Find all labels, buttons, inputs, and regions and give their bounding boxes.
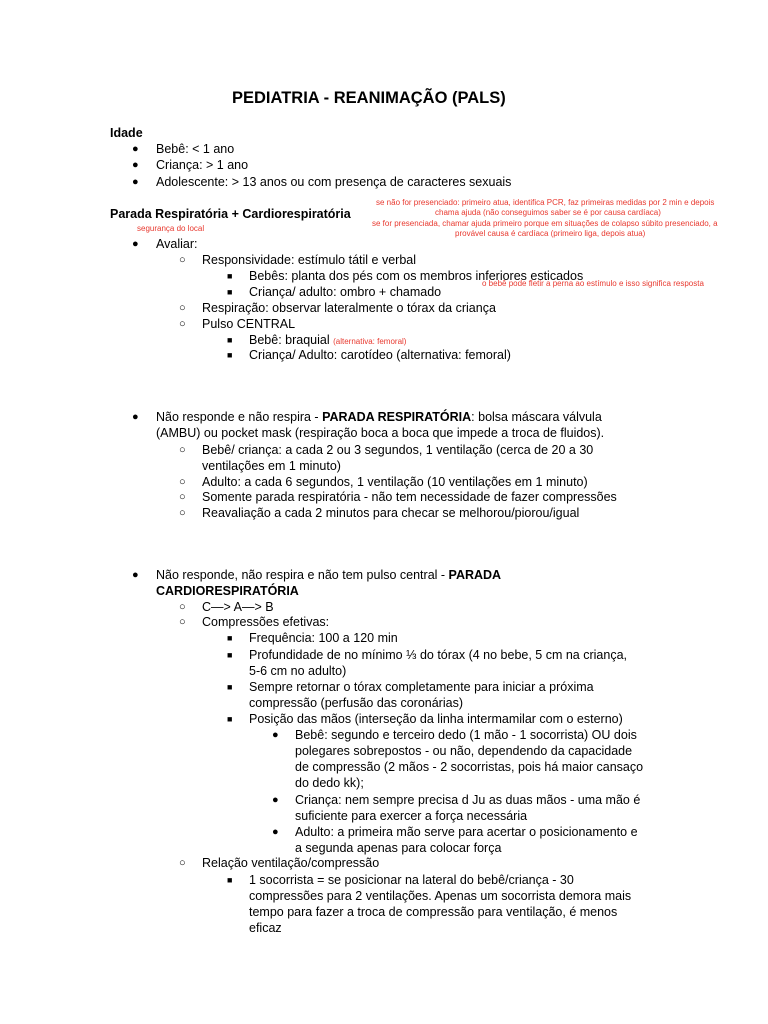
idade-item-bebe: Bebê: < 1 ano (156, 142, 235, 156)
bullet-circle: ○ (179, 507, 186, 519)
annotation-nao-presenciado-2: chama ajuda (não conseguimos saber se é por causa cardíaca) (435, 208, 661, 217)
retornar-a: Sempre retornar o tórax completamente para iniciar a próxima (249, 680, 594, 694)
idade-item-adolescente: Adolescente: > 13 anos ou com presença de caracteres sexuais (156, 175, 512, 189)
cab-text: C—> A—> B (202, 600, 274, 614)
respiratoria-label: PARADA RESPIRATÓRIA (322, 410, 472, 424)
bullet-circle: ○ (179, 857, 186, 869)
bullet-circle: ○ (179, 601, 186, 613)
adulto-a: Adulto: a primeira mão serve para acertar o posicionamento e (295, 825, 638, 839)
frequencia-text: Frequência: 100 a 120 min (249, 631, 398, 645)
idade-heading: Idade (110, 126, 143, 140)
respiratoria-line1-post: : bolsa máscara válvula (471, 410, 602, 424)
respiratoria-sub4: Reavaliação a cada 2 minutos para checar se melhorou/piorou/igual (202, 506, 580, 520)
avaliar-text: Avaliar: (156, 237, 198, 251)
respiratoria-sub1a: Bebê/ criança: a cada 2 ou 3 segundos, 1 ventilação (cerca de 20 a 30 (202, 443, 594, 457)
cardio-label-b: CARDIORESPIRATÓRIA (156, 584, 299, 598)
bebe-c: de compressão (2 mãos - 2 socorristas, pois há maior cansaço (295, 760, 644, 774)
idade-item-crianca: Criança: > 1 ano (156, 158, 249, 172)
bullet-square: ■ (227, 650, 233, 660)
relacao-text: Relação ventilação/compressão (202, 856, 380, 870)
bebe-b: polegares sobrepostos - ou não, dependendo da capacidade (295, 744, 633, 758)
bebe-braquial-text: Bebê: braquial (249, 333, 330, 347)
bullet-disc: ● (132, 238, 139, 250)
page-title: PEDIATRIA - REANIMAÇÃO (PALS) (232, 89, 506, 107)
bullet-disc: ● (272, 729, 279, 741)
bebe-a: Bebê: segundo e terceiro dedo (1 mão - 1 socorrista) OU dois (295, 728, 637, 742)
bullet-square: ■ (227, 335, 233, 345)
bullet-disc: ● (272, 826, 279, 838)
bullet-square: ■ (227, 350, 233, 360)
bullet-square: ■ (227, 714, 233, 724)
adulto-b: a segunda apenas para colocar força (295, 841, 502, 855)
annotation-bebe-fletir: o bebê pode fletir a perna ao estímulo e isso significa resposta (482, 279, 704, 288)
profundidade-b: 5-6 cm no adulto) (249, 664, 347, 678)
bullet-square: ■ (227, 287, 233, 297)
bullet-square: ■ (227, 271, 233, 281)
cardio-line1 (156, 567, 501, 583)
bullet-circle: ○ (179, 254, 186, 266)
posicao-text: Posição das mãos (interseção da linha intermamilar com o esterno) (249, 712, 623, 726)
socorrista-c: tempo para fazer a troca de compressão para ventilação, é menos (249, 905, 618, 919)
bebes-planta-text: Bebês: planta dos pés com os membros inferiores esticados (249, 269, 584, 283)
bullet-disc: ● (132, 176, 139, 188)
respiratoria-line2: (AMBU) ou pocket mask (respiração boca a boca que impede a troca de fluidos). (156, 426, 605, 440)
respiratoria-line1 (156, 409, 602, 425)
bullet-circle: ○ (179, 476, 186, 488)
compressoes-text: Compressões efetivas: (202, 615, 330, 629)
annotation-seguranca: segurança do local (137, 224, 205, 233)
bullet-square: ■ (227, 633, 233, 643)
bullet-disc: ● (132, 143, 139, 155)
bullet-circle: ○ (179, 318, 186, 330)
bullet-disc: ● (132, 159, 139, 171)
bullet-disc: ● (132, 411, 139, 423)
annotation-presenciada-1: se for presenciada, chamar ajuda primeiro porque em situações de colapso súbito presenciado, a (372, 219, 718, 228)
bullet-circle: ○ (179, 444, 186, 456)
bebe-d: do dedo kk); (295, 776, 364, 790)
socorrista-b: compressões para 2 ventilações. Apenas um socorrista demora mais (249, 889, 632, 903)
bullet-square: ■ (227, 875, 233, 885)
cardio-label-a: PARADA (448, 568, 502, 582)
bullet-disc: ● (272, 794, 279, 806)
crianca-ombro-text: Criança/ adulto: ombro + chamado (249, 285, 442, 299)
socorrista-a: 1 socorrista = se posicionar na lateral do bebê/criança - 30 (249, 873, 574, 887)
bullet-circle: ○ (179, 616, 186, 628)
responsividade-text: Responsividade: estímulo tátil e verbal (202, 253, 417, 267)
socorrista-d: eficaz (249, 921, 282, 935)
bebe-braquial-note: (alternativa: femoral) (333, 337, 407, 346)
parada-heading: Parada Respiratória + Cardiorespiratória (110, 207, 351, 221)
pulso-text: Pulso CENTRAL (202, 317, 296, 331)
annotation-presenciada-2: provável causa é cardíaca (primeiro liga, depois atua) (455, 229, 646, 238)
respiratoria-line1-pre: Não responde e não respira - (156, 410, 323, 424)
bullet-circle: ○ (179, 491, 186, 503)
bullet-disc: ● (132, 569, 139, 581)
crianca-a: Criança: nem sempre precisa d Ju as duas mãos - uma mão é (295, 793, 641, 807)
profundidade-a: Profundidade de no mínimo ⅓ do tórax (4 no bebe, 5 cm na criança, (249, 648, 628, 662)
bullet-circle: ○ (179, 302, 186, 314)
respiratoria-sub2: Adulto: a cada 6 segundos, 1 ventilação (10 ventilações em 1 minuto) (202, 475, 588, 489)
respiratoria-sub1b: ventilações em 1 minuto) (202, 459, 341, 473)
bullet-square: ■ (227, 682, 233, 692)
cardio-line1-pre: Não responde, não respira e não tem pulso central - (156, 568, 449, 582)
annotation-nao-presenciado-1: se não for presenciado: primeiro atua, identifica PCR, faz primeiras medidas por 2 min e depois (376, 198, 715, 207)
retornar-b: compressão (perfusão das coronárias) (249, 696, 463, 710)
respiracao-text: Respiração: observar lateralmente o tórax da criança (202, 301, 496, 315)
respiratoria-sub3: Somente parada respiratória - não tem necessidade de fazer compressões (202, 490, 617, 504)
crianca-b: suficiente para exercer a força necessária (295, 809, 528, 823)
crianca-carotideo-text: Criança/ Adulto: carotídeo (alternativa: femoral) (249, 348, 511, 362)
